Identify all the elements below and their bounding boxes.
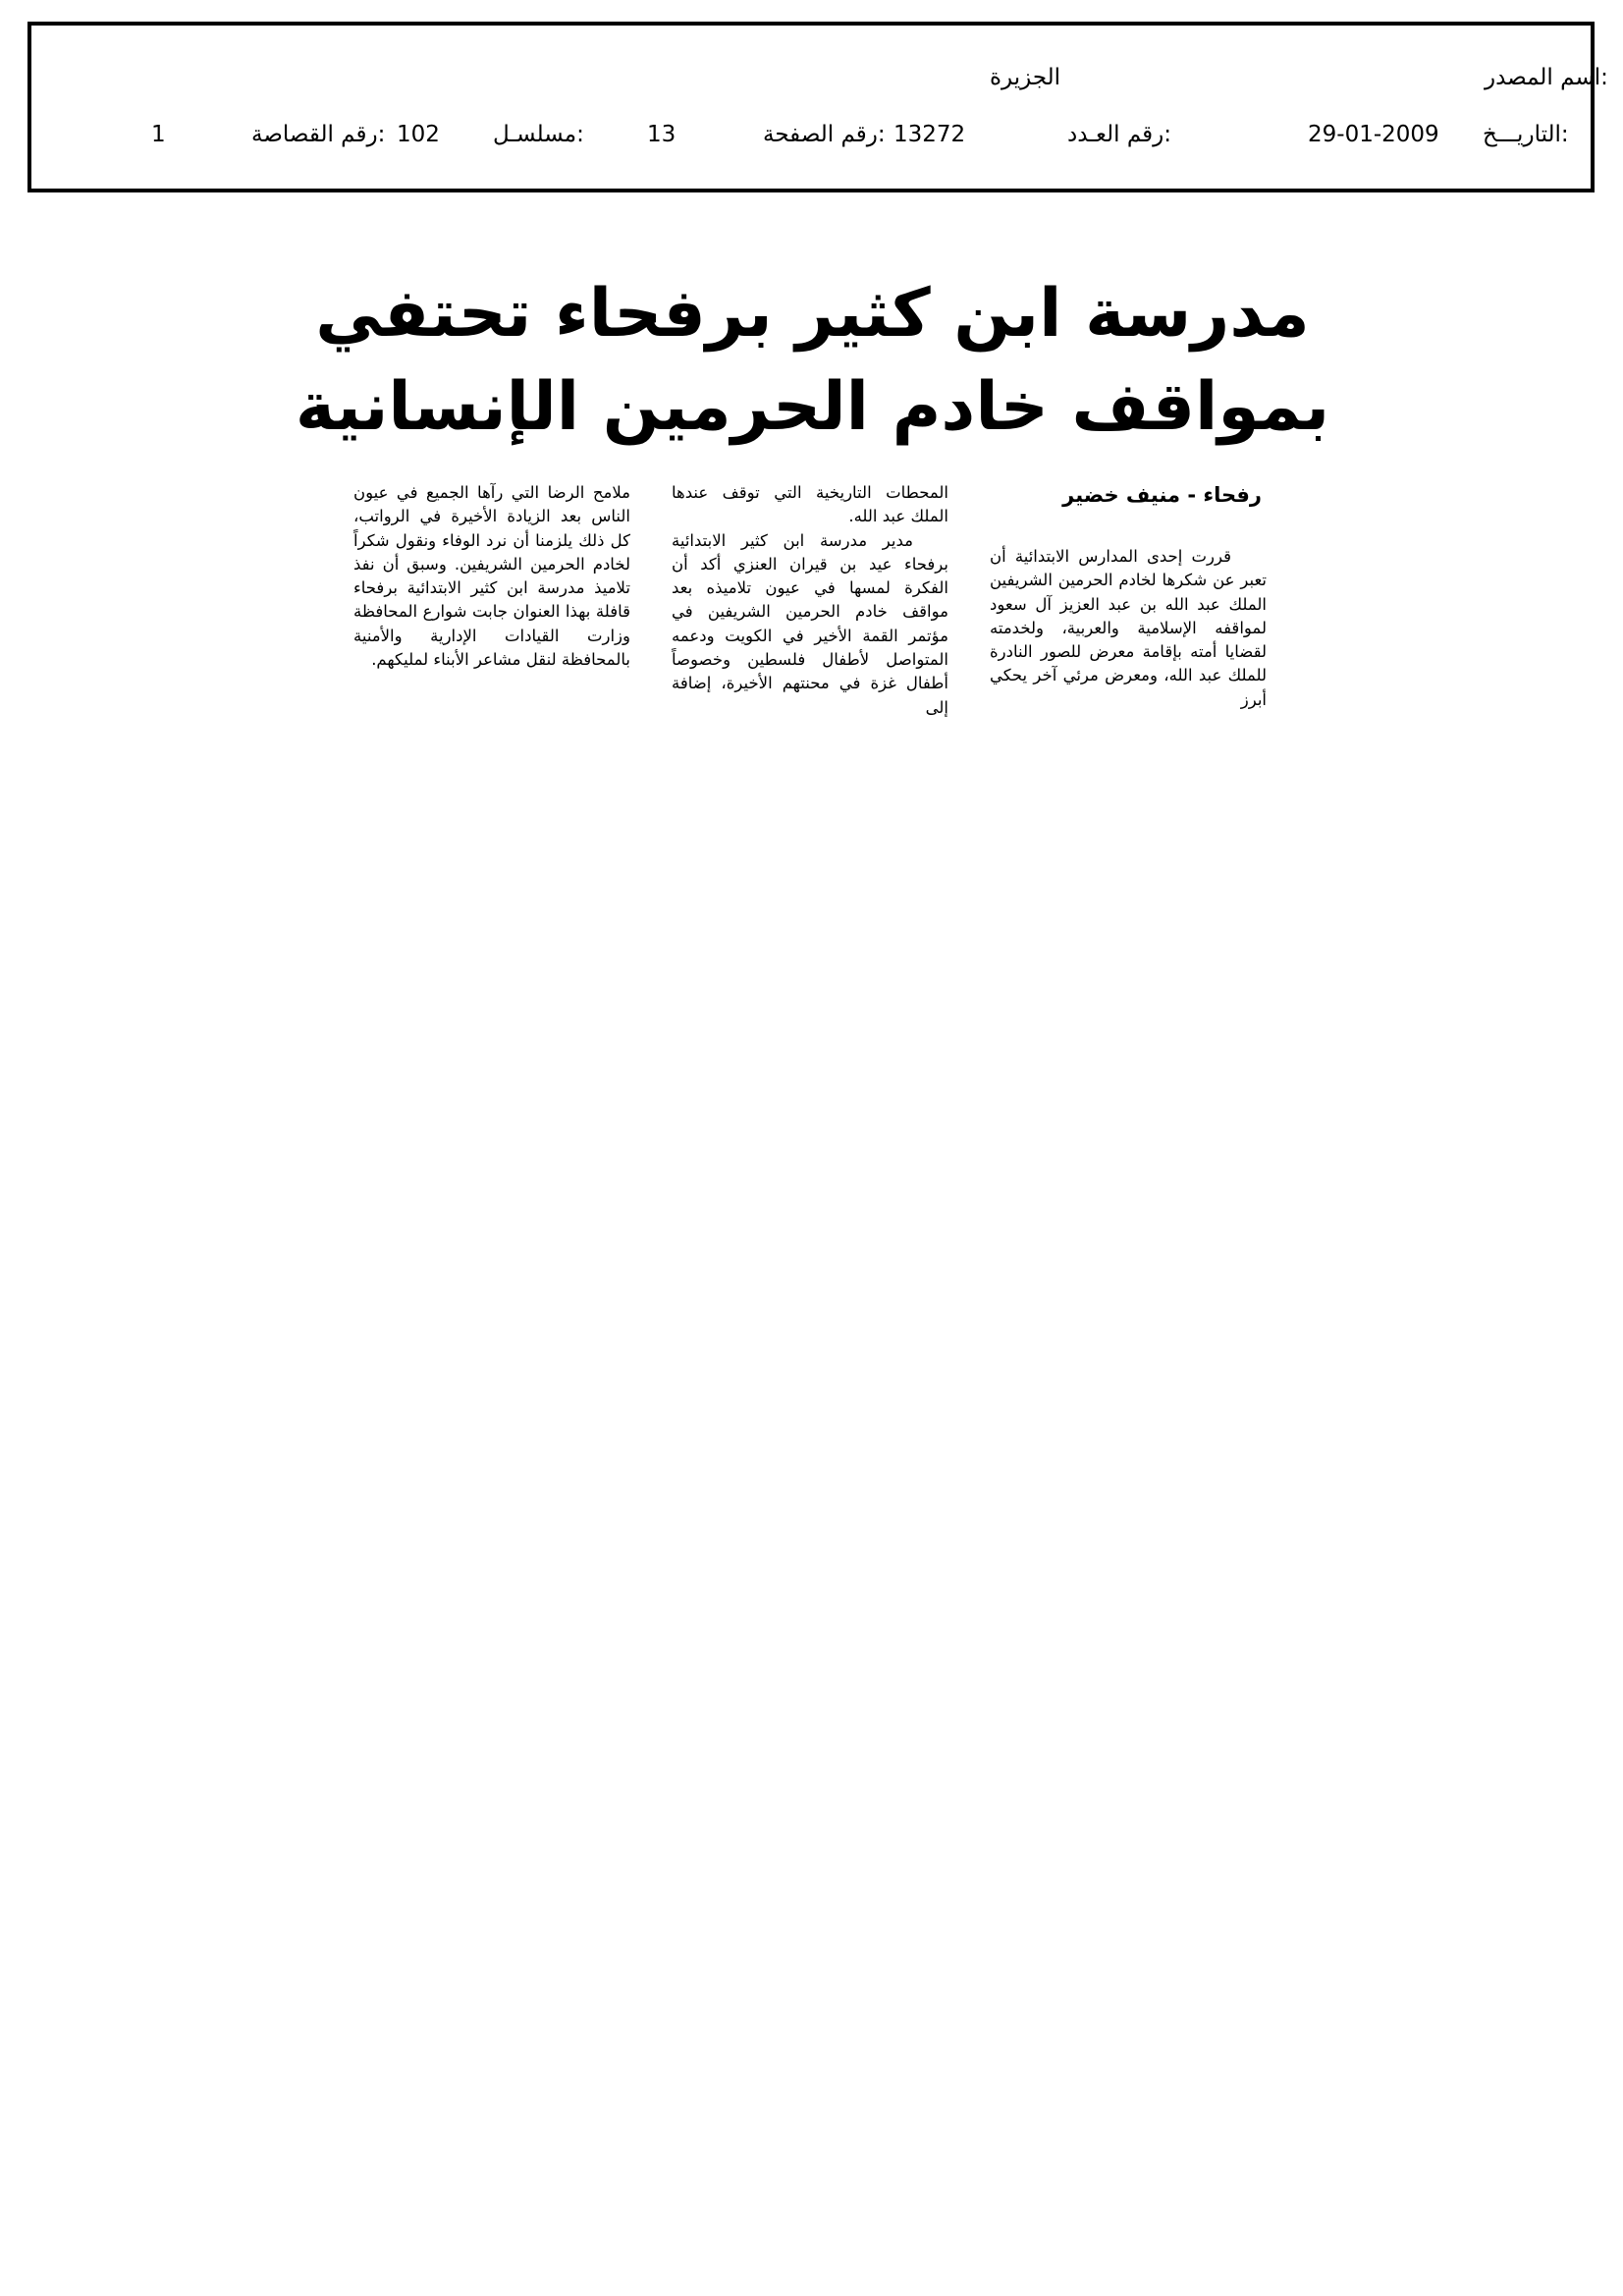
page-label: رقم الصفحة: xyxy=(763,122,886,147)
source-value: الجزيرة xyxy=(990,65,1061,90)
headline-line-1: مدرسة ابن كثير برفحاء تحتفي xyxy=(315,275,1310,353)
source-label: اسم المصدر: xyxy=(1485,65,1608,90)
column-2-paragraph-1: المحطات التاريخية التي توقف عندها الملك عبد الله. xyxy=(672,483,948,526)
article-column-2 xyxy=(672,481,948,720)
clip-value: 1 xyxy=(151,122,166,147)
article-column-3 xyxy=(353,481,630,672)
column-1-paragraph: قررت إحدى المدارس الابتدائية أن تعبر عن شكرها لخادم الحرمين الشريفين الملك عبد الله بن عبد العزيز آل سعود لمواقفه الإسلامية والعربية، ولخدمته لقضايا أمته بإقامة معرض للصور النادرة للملك عبد الله، ومعرض مرئي آخر يحكي أبرز xyxy=(990,547,1267,709)
column-3-paragraph: ملامح الرضا التي رآها الجميع في عيون الناس بعد الزيادة الأخيرة في الرواتب، كل ذلك يلزمنا أن نرد الوفاء ونقول شكراً لخادم الحرمين الشريفين. وسبق أن نفذ تلاميذ مدرسة ابن كثير الابتدائية برفحاء قافلة بهذا العنوان جابت شوارع المحافظة وزارت القيادات الإدارية والأمنية بالمحافظة لنقل مشاعر الأبناء لمليكهم. xyxy=(353,483,630,670)
headline-line-2: بمواقف خادم الحرمين الإنسانية xyxy=(295,368,1330,446)
date-label: التاريـــخ: xyxy=(1483,122,1569,147)
date-value: 29-01-2009 xyxy=(1308,122,1439,147)
serial-label: مسلسـل: xyxy=(493,122,584,147)
column-2-paragraph-2: مدير مدرسة ابن كثير الابتدائية برفحاء عيد بن قيران العنزي أكد أن الفكرة لمسها في عيون تلاميذه بعد مواقف خادم الحرمين الشريفين في مؤتمر القمة الأخير في الكويت ودعمه المتواصل لأطفال فلسطين وخصوصاً أطفال غزة في محنتهم الأخيرة، إضافة إلى xyxy=(672,530,948,717)
clip-label: رقم القصاصة: xyxy=(251,122,386,147)
serial-value: 102 xyxy=(397,122,440,147)
article-column-1 xyxy=(990,545,1267,712)
metadata-header-box xyxy=(27,22,1608,192)
byline: رفحاء - منيف خضير xyxy=(1062,483,1262,507)
issue-label: رقم العـدد: xyxy=(1067,122,1172,147)
page-value: 13 xyxy=(647,122,676,147)
issue-value: 13272 xyxy=(893,122,966,147)
